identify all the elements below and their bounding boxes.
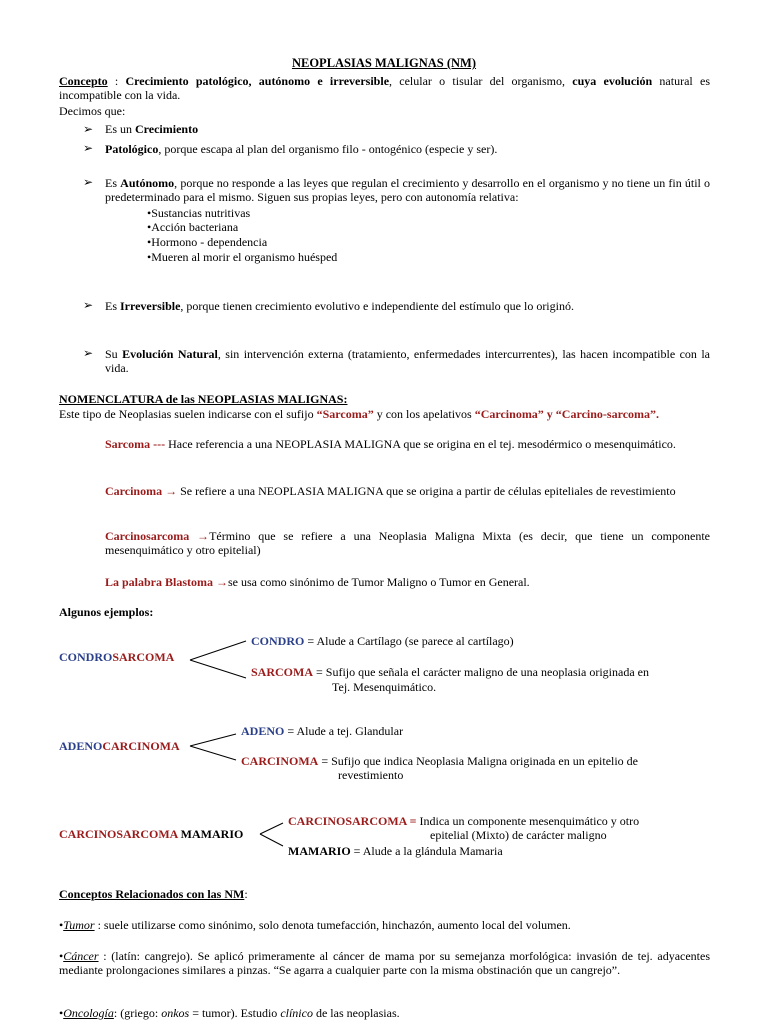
item-bold: Evolución Natural xyxy=(122,347,218,361)
item-bold: Patológico xyxy=(105,142,159,156)
concept-tumor xyxy=(59,918,710,932)
def-text: Se refiere a una NEOPLASIA MALIGNA que se origina a partir de células epiteliales de revestimiento xyxy=(177,484,676,498)
root-prefix: CARCINOSARCOMA xyxy=(59,827,178,841)
bullet: • xyxy=(59,918,64,932)
branch-term: CARCINOMA xyxy=(241,754,319,768)
item-bold: Irreversible xyxy=(120,299,181,313)
def-label: La palabra Blastoma → xyxy=(105,575,229,589)
branch-text: = Sufijo que indica Neoplasia Maligna originada en un epitelio de xyxy=(318,754,639,768)
heading-colon: : xyxy=(244,887,248,901)
def-label: Sarcoma --- xyxy=(105,437,166,451)
concept-italic: clínico xyxy=(280,1006,313,1020)
example3-top xyxy=(288,814,639,828)
intro-sarcoma: “Sarcoma” xyxy=(316,407,374,421)
item-text: , porque no responde a las leyes que regulan el crecimiento y desarrollo en el organismo y no tiene un fin útil o predeterminado para el mismo. Siguen sus propias leyes, pero con autonomía relativa: xyxy=(105,176,711,204)
branch-text: = Alude a Cartílago (se parece al cartílago) xyxy=(304,634,514,648)
example1-top xyxy=(251,634,514,648)
arrow-bullet-icon: ➢ xyxy=(83,346,94,360)
def-text: Hace referencia a una NEOPLASIA MALIGNA que se origina en el tej. mesodérmico o mesenquimático. xyxy=(165,437,676,451)
concept-text: : (latín: cangrejo). Se aplicó primeramente al cáncer de mama por su semejanza morfológica: invasión de tej. adyacentes mediante prolongaciones similares a pinzas. “Se agarra a cualquier parte con la misma obstinación que un cangrejo”. xyxy=(59,949,710,977)
concept-text: de las neoplasias. xyxy=(312,1006,400,1020)
tree-line xyxy=(190,734,236,746)
branch-term: CARCINOSARCOMA = xyxy=(288,814,417,828)
arrow-bullet-icon: ➢ xyxy=(83,122,94,136)
example3-bottom xyxy=(288,844,503,858)
def-text: se usa como sinónimo de Tumor Maligno o Tumor en General. xyxy=(228,575,530,589)
sub-item: •Acción bacteriana xyxy=(147,220,239,234)
example2-top xyxy=(241,724,403,738)
example3-top-cont: epitelial (Mixto) de carácter maligno xyxy=(430,828,607,842)
branch-text: = Sufijo que señala el carácter maligno de una neoplasia originada en xyxy=(313,665,649,679)
root-suffix: CARCINOMA xyxy=(102,739,180,753)
root-prefix: CONDRO xyxy=(59,650,113,664)
concepto-t3: cuya evolución xyxy=(572,74,653,88)
example1-bottom-cont: Tej. Mesenquimático. xyxy=(332,680,437,694)
branch-term: CONDRO xyxy=(251,634,305,648)
item-bold: Crecimiento xyxy=(135,122,199,136)
intro-text: y con los apelativos xyxy=(373,407,475,421)
item-text: , porque escapa al plan del organismo filo - ontogénico (especie y ser). xyxy=(158,142,498,156)
example2-root xyxy=(59,739,180,753)
concepto-t1: Crecimiento patológico, autónomo e irreversible xyxy=(125,74,390,88)
decimos-text: Decimos que: xyxy=(59,104,126,118)
conceptos-heading xyxy=(59,887,248,901)
bullet: • xyxy=(59,1006,64,1020)
intro-carcinoma: “Carcinoma” y “Carcino-sarcoma”. xyxy=(474,407,660,421)
example1-bottom xyxy=(251,665,649,679)
branch-text: = Alude a la glándula Mamaria xyxy=(350,844,503,858)
sub-item: •Mueren al morir el organismo huésped xyxy=(147,250,338,264)
concepto-t2: , celular o tisular del organismo, xyxy=(389,74,573,88)
def-text: Término que se refiere a una Neoplasia Maligna Mixta (es decir, que tiene un componente mesenquimático y otro epitelial) xyxy=(105,529,710,557)
ejemplos-heading: Algunos ejemplos: xyxy=(59,605,154,619)
tree-line xyxy=(190,660,246,678)
heading-text: Conceptos Relacionados con las NM xyxy=(59,887,245,901)
item-text: Es xyxy=(105,299,120,313)
example3-root xyxy=(59,827,243,841)
example1-root xyxy=(59,650,174,664)
page-title: NEOPLASIAS MALIGNAS (NM) xyxy=(291,56,477,70)
root-suffix: SARCOMA xyxy=(112,650,175,664)
concept-oncologia xyxy=(59,1006,400,1020)
concept-italic: onkos xyxy=(161,1006,190,1020)
intro-text: Este tipo de Neoplasias suelen indicarse con el sufijo xyxy=(59,407,317,421)
arrow-bullet-icon: ➢ xyxy=(83,141,94,155)
def-label: Carcinosarcoma → xyxy=(105,529,210,543)
example2-bottom-cont: revestimiento xyxy=(338,768,404,782)
item-text: Es un xyxy=(105,122,135,136)
concept-text: : (griego: xyxy=(113,1006,162,1020)
tree-line xyxy=(190,746,236,760)
branch-term: MAMARIO xyxy=(288,844,351,858)
tree-line xyxy=(260,834,283,846)
item-text: , sin intervención externa (tratamiento, enfermedades intercurrentes), las hacen incompatible con la vida. xyxy=(105,347,710,375)
item-text: Es xyxy=(105,176,121,190)
concept-term: Tumor xyxy=(63,918,95,932)
concept-text: : suele utilizarse como sinónimo, solo denota tumefacción, hinchazón, aumento local del volumen. xyxy=(94,918,571,932)
sub-item: •Sustancias nutritivas xyxy=(147,206,251,220)
item-text: Su xyxy=(105,347,123,361)
branch-term: SARCOMA xyxy=(251,665,313,679)
arrow-bullet-icon: ➢ xyxy=(83,175,94,189)
nomenclatura-heading: NOMENCLATURA de las NEOPLASIAS MALIGNAS: xyxy=(59,392,348,406)
arrow-bullet-icon: ➢ xyxy=(83,298,94,312)
item-text: , porque tienen crecimiento evolutivo e independiente del estímulo que lo originó. xyxy=(180,299,574,313)
concept-term: Cáncer xyxy=(63,949,99,963)
root-suffix: MAMARIO xyxy=(177,827,244,841)
concepto-label: Concepto xyxy=(59,74,108,88)
concepto-t4: natural es incompatible con la vida. xyxy=(59,74,710,102)
sub-item: •Hormono - dependencia xyxy=(147,235,268,249)
concept-text: = tumor). Estudio xyxy=(189,1006,281,1020)
concept-term: Oncología xyxy=(63,1006,114,1020)
branch-text: = Alude a tej. Glandular xyxy=(284,724,404,738)
tree-line xyxy=(190,641,246,660)
item-bold: Autónomo xyxy=(120,176,175,190)
example2-bottom xyxy=(241,754,638,768)
tree-line xyxy=(260,823,283,834)
concepto-sep: : xyxy=(107,74,126,88)
def-label: Carcinoma → xyxy=(105,484,178,498)
root-prefix: ADENO xyxy=(59,739,103,753)
concept-cancer xyxy=(59,949,710,977)
branch-text: Indica un componente mesenquimático y otro xyxy=(416,814,640,828)
bullet: • xyxy=(59,949,64,963)
branch-term: ADENO xyxy=(241,724,285,738)
